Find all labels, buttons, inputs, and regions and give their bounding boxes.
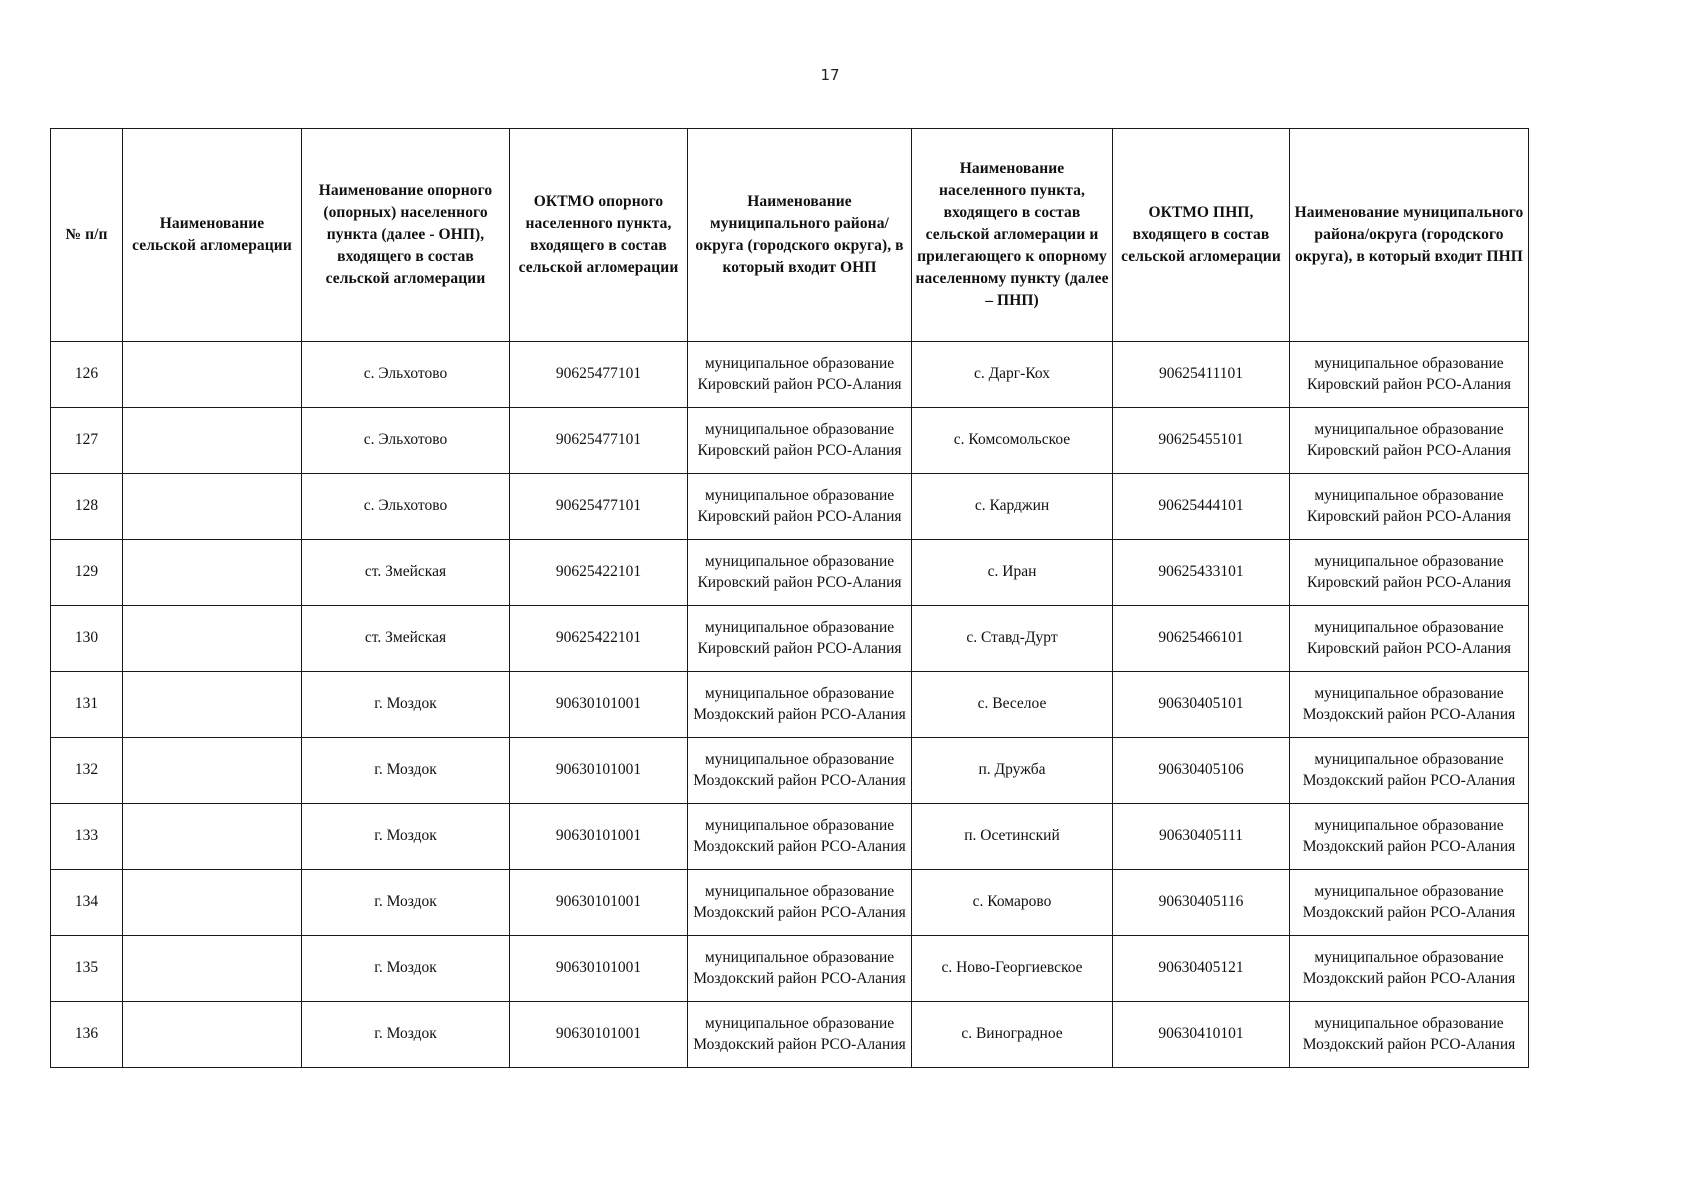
cell-row-number: 133	[51, 804, 123, 870]
cell-pnp-oktmo: 90630405111	[1113, 804, 1290, 870]
cell-pnp-name: с. Дарг-Кох	[912, 342, 1113, 408]
header-pnp-oktmo: ОКТМО ПНП, входящего в состав сельской агломерации	[1113, 129, 1290, 342]
cell-pnp-district: муниципальное образование Моздокский район РСО-Алания	[1290, 804, 1529, 870]
cell-agglomeration-name	[123, 870, 302, 936]
cell-pnp-name: с. Ставд-Дурт	[912, 606, 1113, 672]
cell-row-number: 127	[51, 408, 123, 474]
cell-onp-district: муниципальное образование Кировский район РСО-Алания	[688, 408, 912, 474]
cell-pnp-name: с. Веселое	[912, 672, 1113, 738]
cell-onp-name: ст. Змейская	[302, 606, 510, 672]
cell-pnp-district: муниципальное образование Кировский район РСО-Алания	[1290, 540, 1529, 606]
cell-pnp-district: муниципальное образование Моздокский район РСО-Алания	[1290, 936, 1529, 1002]
cell-onp-name: г. Моздок	[302, 738, 510, 804]
cell-onp-district: муниципальное образование Кировский район РСО-Алания	[688, 474, 912, 540]
cell-pnp-district: муниципальное образование Кировский район РСО-Алания	[1290, 408, 1529, 474]
page-number: 17	[820, 66, 840, 84]
cell-onp-name: с. Эльхотово	[302, 474, 510, 540]
cell-onp-oktmo: 90625477101	[510, 408, 688, 474]
cell-row-number: 128	[51, 474, 123, 540]
cell-onp-oktmo: 90625422101	[510, 540, 688, 606]
cell-pnp-oktmo: 90625455101	[1113, 408, 1290, 474]
cell-agglomeration-name	[123, 408, 302, 474]
cell-onp-name: г. Моздок	[302, 672, 510, 738]
cell-onp-district: муниципальное образование Кировский район РСО-Алания	[688, 342, 912, 408]
cell-pnp-name: с. Ново-Георгиевское	[912, 936, 1113, 1002]
table-body	[51, 342, 1529, 1068]
cell-pnp-district: муниципальное образование Кировский район РСО-Алания	[1290, 342, 1529, 408]
cell-agglomeration-name	[123, 738, 302, 804]
cell-onp-oktmo: 90625477101	[510, 342, 688, 408]
cell-agglomeration-name	[123, 936, 302, 1002]
cell-agglomeration-name	[123, 672, 302, 738]
table-row	[51, 474, 1529, 540]
table-row	[51, 738, 1529, 804]
table-row	[51, 804, 1529, 870]
cell-pnp-district: муниципальное образование Кировский район РСО-Алания	[1290, 606, 1529, 672]
cell-row-number: 126	[51, 342, 123, 408]
cell-agglomeration-name	[123, 342, 302, 408]
cell-row-number: 136	[51, 1002, 123, 1068]
cell-pnp-district: муниципальное образование Моздокский район РСО-Алания	[1290, 1002, 1529, 1068]
cell-pnp-oktmo: 90630405121	[1113, 936, 1290, 1002]
cell-onp-oktmo: 90630101001	[510, 738, 688, 804]
cell-onp-name: с. Эльхотово	[302, 342, 510, 408]
header-onp-oktmo: ОКТМО опорного населенного пункта, входящего в состав сельской агломерации	[510, 129, 688, 342]
table-row	[51, 936, 1529, 1002]
cell-onp-oktmo: 90630101001	[510, 804, 688, 870]
cell-onp-name: г. Моздок	[302, 1002, 510, 1068]
cell-onp-oktmo: 90630101001	[510, 672, 688, 738]
header-onp-name: Наименование опорного (опорных) населенного пункта (далее - ОНП), входящего в состав сельской агломерации	[302, 129, 510, 342]
cell-onp-oktmo: 90625477101	[510, 474, 688, 540]
cell-pnp-oktmo: 90630405106	[1113, 738, 1290, 804]
cell-pnp-district: муниципальное образование Моздокский район РСО-Алания	[1290, 672, 1529, 738]
cell-row-number: 134	[51, 870, 123, 936]
cell-onp-name: г. Моздок	[302, 870, 510, 936]
cell-onp-oktmo: 90630101001	[510, 870, 688, 936]
header-number: № п/п	[51, 129, 123, 342]
cell-onp-district: муниципальное образование Моздокский район РСО-Алания	[688, 870, 912, 936]
cell-onp-name: ст. Змейская	[302, 540, 510, 606]
cell-row-number: 129	[51, 540, 123, 606]
cell-pnp-name: п. Дружба	[912, 738, 1113, 804]
cell-agglomeration-name	[123, 1002, 302, 1068]
cell-agglomeration-name	[123, 804, 302, 870]
cell-onp-district: муниципальное образование Кировский район РСО-Алания	[688, 540, 912, 606]
cell-onp-name: г. Моздок	[302, 936, 510, 1002]
table-row	[51, 408, 1529, 474]
cell-onp-district: муниципальное образование Кировский район РСО-Алания	[688, 606, 912, 672]
cell-agglomeration-name	[123, 540, 302, 606]
cell-onp-oktmo: 90625422101	[510, 606, 688, 672]
header-onp-district: Наименование муниципального района/округа (городского округа), в который входит ОНП	[688, 129, 912, 342]
cell-agglomeration-name	[123, 606, 302, 672]
header-agglomeration-name: Наименование сельской агломерации	[123, 129, 302, 342]
cell-pnp-district: муниципальное образование Моздокский район РСО-Алания	[1290, 870, 1529, 936]
cell-pnp-oktmo: 90625444101	[1113, 474, 1290, 540]
cell-onp-name: с. Эльхотово	[302, 408, 510, 474]
cell-pnp-oktmo: 90630405101	[1113, 672, 1290, 738]
cell-pnp-name: с. Карджин	[912, 474, 1113, 540]
cell-pnp-name: с. Виноградное	[912, 1002, 1113, 1068]
table-row	[51, 1002, 1529, 1068]
header-pnp-name: Наименование населенного пункта, входящего в состав сельской агломерации и прилегающего к опорному населенному пункту (далее – ПНП)	[912, 129, 1113, 342]
cell-pnp-oktmo: 90630405116	[1113, 870, 1290, 936]
cell-onp-district: муниципальное образование Моздокский район РСО-Алания	[688, 804, 912, 870]
cell-pnp-oktmo: 90630410101	[1113, 1002, 1290, 1068]
cell-onp-district: муниципальное образование Моздокский район РСО-Алания	[688, 738, 912, 804]
table-row	[51, 672, 1529, 738]
cell-onp-oktmo: 90630101001	[510, 1002, 688, 1068]
cell-pnp-oktmo: 90625433101	[1113, 540, 1290, 606]
cell-onp-district: муниципальное образование Моздокский район РСО-Алания	[688, 1002, 912, 1068]
cell-pnp-district: муниципальное образование Кировский район РСО-Алания	[1290, 474, 1529, 540]
cell-pnp-name: с. Иран	[912, 540, 1113, 606]
cell-row-number: 135	[51, 936, 123, 1002]
cell-row-number: 132	[51, 738, 123, 804]
cell-row-number: 130	[51, 606, 123, 672]
cell-row-number: 131	[51, 672, 123, 738]
table-row	[51, 870, 1529, 936]
cell-pnp-name: с. Комсомольское	[912, 408, 1113, 474]
header-pnp-district: Наименование муниципального района/округа (городского округа), в который входит ПНП	[1290, 129, 1529, 342]
table-row	[51, 606, 1529, 672]
cell-pnp-district: муниципальное образование Моздокский район РСО-Алания	[1290, 738, 1529, 804]
cell-onp-district: муниципальное образование Моздокский район РСО-Алания	[688, 936, 912, 1002]
table-row	[51, 540, 1529, 606]
cell-onp-name: г. Моздок	[302, 804, 510, 870]
cell-pnp-oktmo: 90625466101	[1113, 606, 1290, 672]
cell-pnp-name: п. Осетинский	[912, 804, 1113, 870]
cell-onp-district: муниципальное образование Моздокский район РСО-Алания	[688, 672, 912, 738]
cell-agglomeration-name	[123, 474, 302, 540]
table-row	[51, 342, 1529, 408]
table-header-row	[51, 129, 1529, 342]
agglomeration-table	[50, 128, 1529, 1068]
cell-pnp-name: с. Комарово	[912, 870, 1113, 936]
cell-onp-oktmo: 90630101001	[510, 936, 688, 1002]
cell-pnp-oktmo: 90625411101	[1113, 342, 1290, 408]
